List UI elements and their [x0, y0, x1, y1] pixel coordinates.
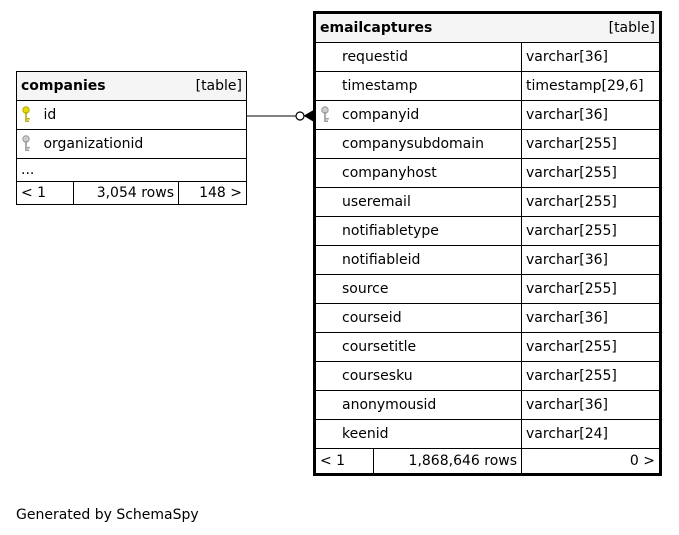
column-type: varchar[36] [522, 304, 661, 333]
column-name: timestamp [342, 78, 418, 94]
column-type: timestamp[29,6] [522, 72, 661, 101]
column-name: companyhost [342, 165, 437, 181]
table-nav-row [315, 449, 661, 475]
column-type: varchar[36] [522, 391, 661, 420]
row-count: 1,868,646 rows [373, 449, 521, 475]
companies-table[interactable] [16, 71, 247, 205]
column-name: useremail [342, 194, 411, 210]
column-row[interactable] [315, 130, 661, 159]
parents-link[interactable]: < 1 [315, 449, 374, 475]
table-header [315, 13, 661, 43]
column-name-cell [315, 130, 522, 159]
more-columns-row [17, 159, 247, 182]
column-type: varchar[255] [522, 333, 661, 362]
footer-credit: Generated by SchemaSpy [16, 507, 199, 523]
column-name: courseid [342, 310, 402, 326]
column-name: id [43, 107, 57, 123]
column-name: anonymousid [342, 397, 437, 413]
column-row[interactable] [315, 101, 661, 130]
column-row[interactable] [17, 101, 247, 130]
column-name-cell [315, 43, 522, 72]
column-type: varchar[255] [522, 275, 661, 304]
table-type: [table] [195, 78, 242, 94]
column-type: varchar[255] [522, 188, 661, 217]
emailcaptures-table[interactable] [313, 11, 662, 476]
table-name: emailcaptures [320, 20, 433, 36]
column-row[interactable] [315, 246, 661, 275]
column-type: varchar[255] [522, 217, 661, 246]
column-name: source [342, 281, 389, 297]
column-row[interactable] [315, 304, 661, 333]
column-name-cell [315, 217, 522, 246]
primary-key-icon [21, 106, 39, 124]
column-name: organizationid [43, 136, 144, 152]
column-name-cell [315, 275, 522, 304]
column-name: coursesku [342, 368, 413, 384]
column-row[interactable] [315, 362, 661, 391]
column-type: varchar[255] [522, 362, 661, 391]
children-link[interactable]: 148 > [179, 182, 247, 205]
column-type: varchar[36] [522, 101, 661, 130]
column-type: varchar[24] [522, 420, 661, 449]
column-name: companysubdomain [342, 136, 485, 152]
column-name: coursetitle [342, 339, 417, 355]
column-row[interactable] [315, 391, 661, 420]
children-link[interactable]: 0 > [522, 449, 661, 475]
column-row[interactable] [315, 43, 661, 72]
column-type: varchar[36] [522, 43, 661, 72]
foreign-key-icon [21, 135, 39, 153]
table-type: [table] [608, 20, 655, 36]
row-count: 3,054 rows [74, 182, 179, 205]
column-name-cell [315, 246, 522, 275]
column-type: varchar[36] [522, 246, 661, 275]
column-row[interactable] [315, 159, 661, 188]
column-type: varchar[255] [522, 159, 661, 188]
foreign-key-icon [320, 106, 342, 124]
column-name: notifiabletype [342, 223, 439, 239]
column-row[interactable] [315, 217, 661, 246]
table-header [17, 72, 247, 101]
table-nav-row [17, 182, 247, 205]
column-name: companyid [342, 107, 420, 123]
column-row[interactable] [17, 130, 247, 159]
parents-link[interactable]: < 1 [17, 182, 74, 205]
column-name-cell [315, 304, 522, 333]
column-row[interactable] [315, 188, 661, 217]
column-name-cell [315, 420, 522, 449]
column-name-cell [315, 188, 522, 217]
column-name-cell [315, 72, 522, 101]
column-name-cell [315, 101, 522, 130]
column-name-cell [315, 333, 522, 362]
column-row[interactable] [315, 72, 661, 101]
column-name-cell [315, 159, 522, 188]
column-name-cell [315, 391, 522, 420]
column-row[interactable] [315, 420, 661, 449]
column-name: notifiableid [342, 252, 421, 268]
column-row[interactable] [315, 333, 661, 362]
column-name: requestid [342, 49, 408, 65]
column-row[interactable] [315, 275, 661, 304]
column-name: keenid [342, 426, 389, 442]
column-name-cell [315, 362, 522, 391]
ellipsis: ... [17, 159, 247, 182]
table-name: companies [21, 78, 106, 94]
column-type: varchar[255] [522, 130, 661, 159]
